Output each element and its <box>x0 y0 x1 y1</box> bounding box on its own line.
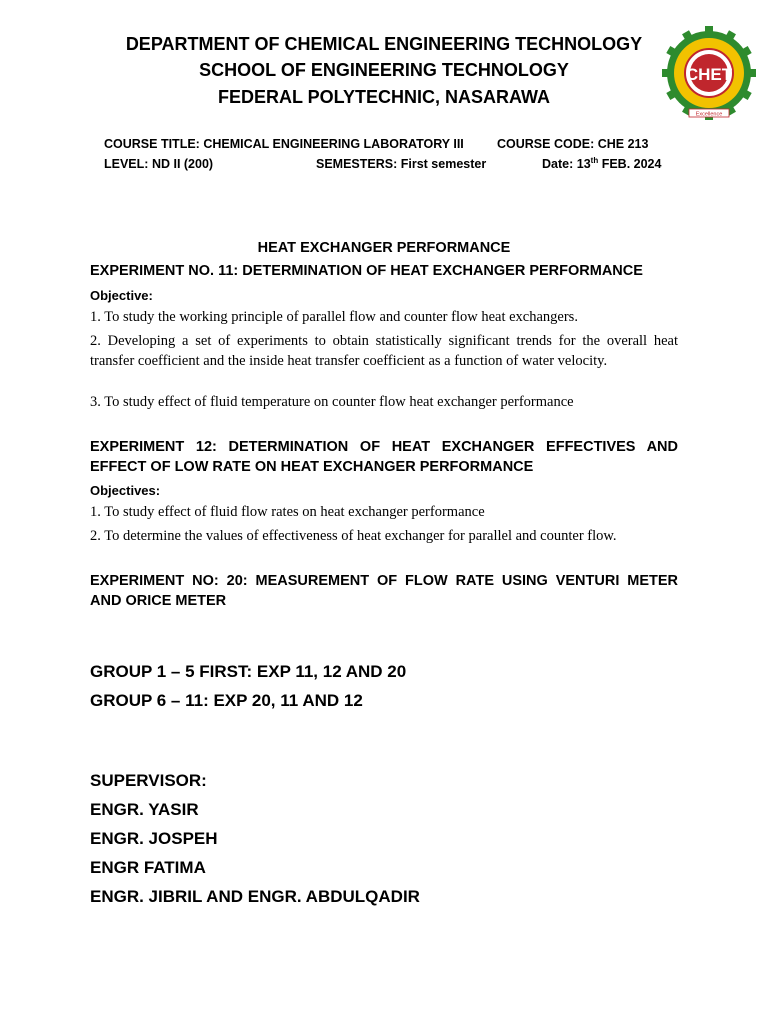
experiment-11-objective-1: 1. To study the working principle of parallel flow and counter flow heat exchangers. <box>90 309 578 325</box>
supervisor-label: SUPERVISOR: <box>90 771 207 790</box>
experiment-12-title-line-2: EFFECT OF LOW RATE ON HEAT EXCHANGER PERFORMANCE <box>90 459 534 475</box>
school-name: SCHOOL OF ENGINEERING TECHNOLOGY <box>199 60 569 80</box>
experiment-12-objective-2: 2. To determine the values of effectiveness of heat exchanger for parallel and counter flow. <box>90 528 617 544</box>
supervisor-name: ENGR. JOSPEH <box>90 829 218 848</box>
course-code: COURSE CODE: CHE 213 <box>497 137 649 151</box>
logo-text: CHET <box>685 65 733 84</box>
department-logo <box>662 26 756 122</box>
experiment-11-objective-3: 3. To study effect of fluid temperature on counter flow heat exchanger performance <box>90 394 574 410</box>
experiment-11-objective-2: 2. Developing a set of experiments to obtain statistically significant trends for the overall heat transfer coefficient and the inside heat transfer coefficient as a function of water velocity. <box>90 333 678 369</box>
supervisor-name: ENGR. JIBRIL AND ENGR. ABDULQADIR <box>90 887 420 906</box>
course-date: Date: 13th FEB. 2024 <box>542 155 662 171</box>
supervisor-name: ENGR FATIMA <box>90 858 206 877</box>
department-name: DEPARTMENT OF CHEMICAL ENGINEERING TECHNOLOGY <box>125 34 643 54</box>
experiment-20-title-line-1: EXPERIMENT NO: 20: MEASUREMENT OF FLOW RATE USING VENTURI METER <box>90 573 678 589</box>
logo-motto: Excellence <box>695 111 723 118</box>
experiment-20-title-line-2: AND ORICE METER <box>90 593 227 609</box>
group-schedule-2: GROUP 6 – 11: EXP 20, 11 AND 12 <box>90 691 363 710</box>
experiment-12-title-line-1: EXPERIMENT 12: DETERMINATION OF HEAT EXCHANGER EFFECTIVES AND <box>90 439 678 455</box>
course-title: COURSE TITLE: CHEMICAL ENGINEERING LABORATORY III <box>104 137 464 151</box>
experiment-12-objective-label: Objectives: <box>90 483 161 498</box>
group-schedule-1: GROUP 1 – 5 FIRST: EXP 11, 12 AND 20 <box>90 662 407 681</box>
course-level: LEVEL: ND II (200) <box>104 157 214 171</box>
main-title: HEAT EXCHANGER PERFORMANCE <box>257 240 511 256</box>
course-semester: SEMESTERS: First semester <box>316 157 487 171</box>
experiment-11-title: EXPERIMENT NO. 11: DETERMINATION OF HEAT EXCHANGER PERFORMANCE <box>90 263 643 279</box>
supervisor-name: ENGR. YASIR <box>90 800 199 819</box>
experiment-12-objective-1: 1. To study effect of fluid flow rates on heat exchanger performance <box>90 504 485 520</box>
institution-name: FEDERAL POLYTECHNIC, NASARAWA <box>217 87 551 107</box>
experiment-11-objective-label: Objective: <box>90 288 153 303</box>
